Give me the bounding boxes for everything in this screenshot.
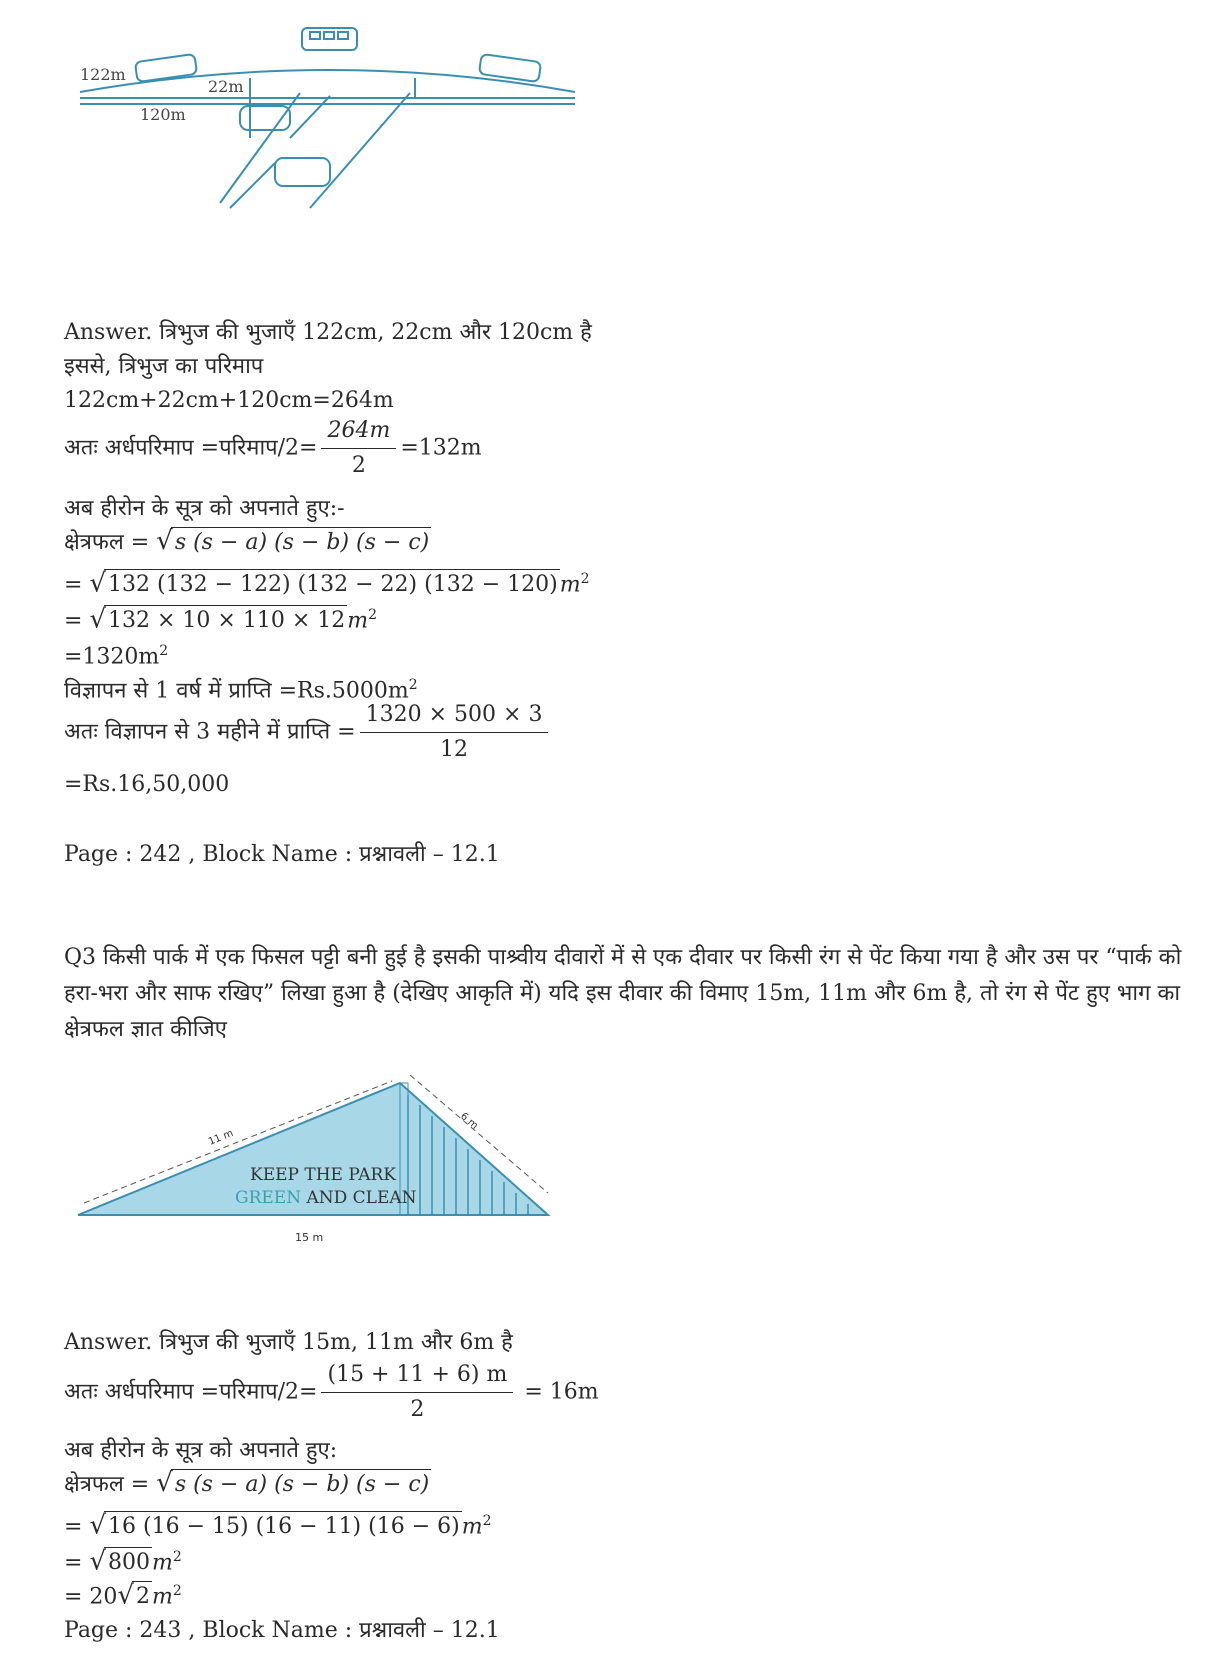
answer1-line8 [64, 600, 377, 636]
sqrt-2: 2 [132, 1581, 152, 1612]
label-15m: 15 m [295, 1231, 324, 1244]
area-label: क्षेत्रफल = [64, 530, 150, 555]
heron-substitution: 16 (16 − 15) (16 − 11) (16 − 6) [104, 1511, 462, 1542]
equals-sign: = [64, 1550, 83, 1576]
answer1-line5: अब हीरोन के सूत्र को अपनाते हुए:- [64, 496, 345, 521]
answer1-line6 [64, 526, 431, 558]
semiperimeter-label: अतः अर्धपरिमाप =परिमाप/2= [64, 435, 318, 461]
label-122m: 122m [80, 65, 126, 84]
semiperimeter-result: = 16m [524, 1379, 599, 1405]
answer2-line7 [64, 1576, 182, 1612]
question-3: Q3 किसी पार्क में एक फिसल पट्टी बनी हुई है इसकी पाश्र्वीय दीवारों में से एक दीवार पर किसी रंग से पेंट किया गया है और उस पर “पार्क को हरा-भरा और साफ रखिए” लिखा हुआ है (देखिए आकृति में) यदि इस दीवार की विमाए 15m, 11m और 6m है, तो रंग से पेंट हुए भाग का क्षेत्रफल ज्ञात कीजिए [64, 945, 1182, 1042]
sign-rest: AND CLEAN [301, 1188, 417, 1208]
unit-m: m [152, 1584, 173, 1610]
sqrt-800: 800 [104, 1547, 152, 1578]
area-result: =1320m [64, 644, 160, 670]
sqrt-symbol: √ [89, 604, 107, 635]
answer1-line1: Answer. त्रिभुज की भुजाएँ 122cm, 22cm और 120cm है [64, 320, 592, 345]
fraction-income [360, 700, 549, 765]
answer2-line6 [64, 1542, 182, 1578]
equals-sign: = [64, 1514, 83, 1540]
heron-formula: s (s − a) (s − b) (s − c) [171, 527, 431, 558]
label-120m: 120m [140, 105, 186, 124]
fraction-denominator: 12 [440, 737, 469, 762]
answer1-line11 [64, 700, 552, 765]
exponent: 2 [580, 571, 590, 587]
answer1-line9 [64, 636, 168, 672]
answer2-line1: Answer. त्रिभुज की भुजाएँ 15m, 11m और 6m है [64, 1330, 513, 1355]
fraction-numerator: (15 + 11 + 6) m [321, 1360, 513, 1393]
exponent: 2 [482, 1513, 492, 1529]
semiperimeter-result: =132m [400, 435, 482, 461]
label-11m: 11 m [207, 1127, 235, 1148]
sign-line1: KEEP THE PARK [250, 1165, 396, 1185]
exponent: 2 [408, 677, 418, 693]
page-reference-243: Page : 243 , Block Name : प्रश्नावली – 12.1 [64, 1618, 500, 1643]
heron-product: 132 × 10 × 110 × 12 [104, 605, 347, 636]
fraction-denominator: 2 [351, 453, 366, 478]
label-22m: 22m [208, 77, 244, 96]
unit-m: m [461, 1514, 483, 1540]
sign-line2 [235, 1188, 417, 1208]
fraction-numerator: 264m [321, 416, 396, 449]
page-reference-242: Page : 242 , Block Name : प्रश्नावली – 12.1 [64, 842, 500, 867]
yearly-income: विज्ञापन से 1 वर्ष में प्राप्ति =Rs.5000m [64, 678, 409, 704]
exponent: 2 [368, 607, 378, 623]
sqrt-symbol: √ [156, 526, 173, 556]
answer1-line3: 122cm+22cm+120cm=264m [64, 388, 394, 413]
quarter-income-label: अतः विज्ञापन से 3 महीने में प्राप्ति = [64, 719, 356, 745]
answer2-line4 [64, 1468, 431, 1500]
answer2-line3: अब हीरोन के सूत्र को अपनाते हुए: [64, 1438, 338, 1463]
unit-m: m [347, 608, 369, 634]
label-6m: 6 m [458, 1110, 480, 1132]
fraction-numerator: 1320 × 500 × 3 [360, 700, 549, 733]
answer1-line12: =Rs.16,50,000 [64, 772, 230, 797]
answer1-line4 [64, 416, 482, 481]
sqrt-symbol: √ [89, 1546, 107, 1577]
area-label: क्षेत्रफल = [64, 1472, 150, 1497]
exponent: 2 [172, 1549, 182, 1565]
sqrt-symbol: √ [156, 1468, 173, 1498]
fraction-semiperimeter [321, 1360, 513, 1425]
flyover-figure [70, 18, 630, 218]
fraction-denominator: 2 [410, 1397, 425, 1422]
exponent: 2 [159, 643, 169, 659]
unit-m: m [152, 1550, 173, 1576]
answer1-line7 [64, 564, 590, 600]
sqrt-symbol: √ [89, 1510, 107, 1541]
semiperimeter-label: अतः अर्धपरिमाप =परिमाप/2= [64, 1379, 318, 1405]
fraction-264 [321, 416, 396, 481]
sign-green-word: GREEN [235, 1188, 302, 1208]
heron-substitution: 132 (132 − 122) (132 − 22) (132 − 120) [104, 569, 560, 600]
equals-sign: = [64, 572, 83, 598]
unit-m: m [559, 572, 581, 598]
answer1-line2: इससे, त्रिभुज का परिमाप [64, 354, 264, 379]
sqrt-symbol: √ [117, 1580, 134, 1611]
sqrt-symbol: √ [89, 568, 107, 599]
answer2-line2 [64, 1360, 599, 1425]
answer2-line5 [64, 1506, 492, 1542]
equals-sign: = [64, 608, 83, 634]
area-result-coefficient: = 20 [64, 1584, 118, 1610]
exponent: 2 [172, 1583, 182, 1599]
slide-wall-figure [70, 1075, 560, 1250]
heron-formula: s (s − a) (s − b) (s − c) [171, 1469, 431, 1500]
